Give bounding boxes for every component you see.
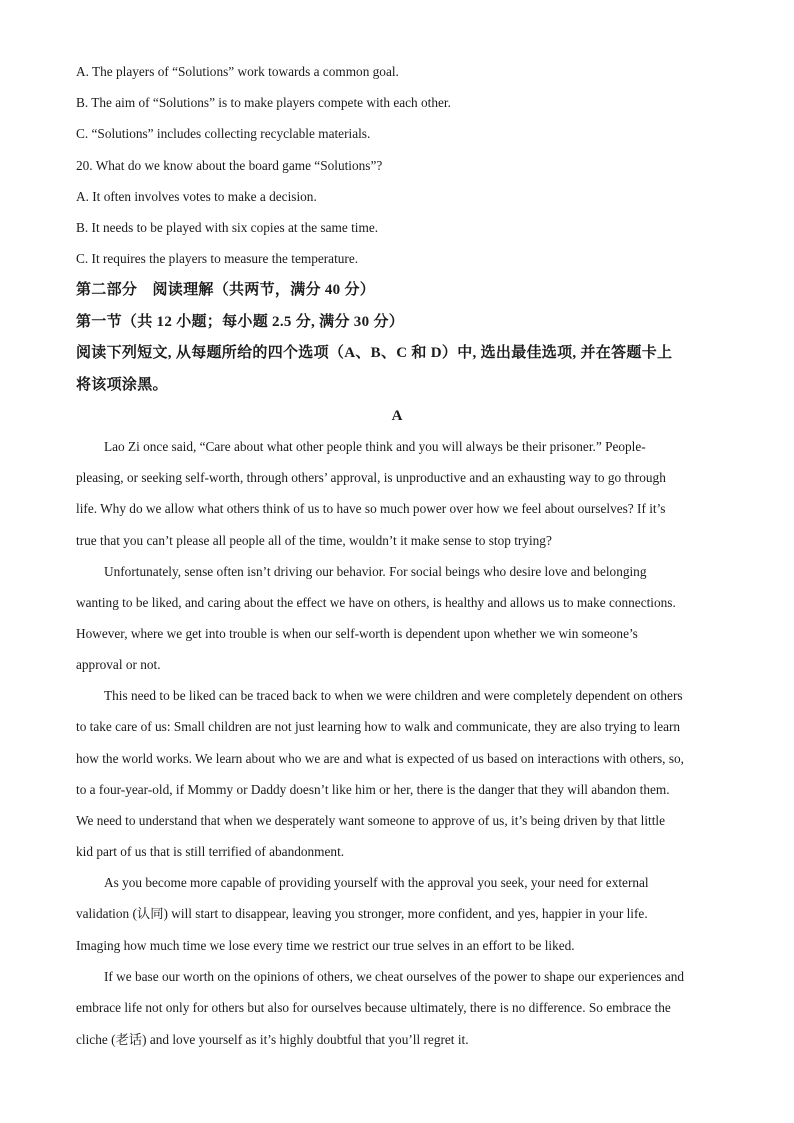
passage-line: embrace life not only for others but also for ourselves because ultimately, there is no difference. So embrace the — [76, 1000, 671, 1015]
q19-option-a: A. The players of “Solutions” work towards a common goal. — [76, 64, 399, 79]
passage-line: Unfortunately, sense often isn’t driving our behavior. For social beings who desire love and belonging — [104, 564, 647, 579]
passage-line: We need to understand that when we desperately want someone to approve of us, it’s being driven by that little — [76, 813, 666, 828]
part-title: 第二部分 阅读理解（共两节，满分 40 分） — [76, 282, 376, 298]
passage-line: Lao Zi once said, “Care about what other people think and you will always be their prisoner.” People- — [104, 439, 646, 454]
passage-line: Imaging how much time we lose every time we restrict our true selves in an effort to be liked. — [76, 938, 575, 953]
passage-line: cliche (老话) and love yourself as it’s highly doubtful that you’ll regret it. — [76, 1032, 469, 1047]
q20-question: 20. What do we know about the board game “Solutions”? — [76, 158, 383, 173]
q20-option-a: A. It often involves votes to make a decision. — [76, 189, 317, 204]
passage-line: If we base our worth on the opinions of others, we cheat ourselves of the power to shape our experiences and — [104, 969, 685, 984]
instruction-line-1: 阅读下列短文, 从每题所给的四个选项（A、B、C 和 D）中, 选出最佳选项, 并在答题卡上 — [76, 345, 673, 361]
q20-option-c: C. It requires the players to measure the temperature. — [76, 251, 359, 266]
passage-line: to a four-year-old, if Mommy or Daddy doesn’t like him or her, there is the danger that they will abandon them. — [76, 782, 670, 797]
section-title: 第一节（共 12 小题；每小题 2.5 分, 满分 30 分） — [76, 314, 405, 330]
passage-line: kid part of us that is still terrified of abandonment. — [76, 844, 345, 859]
passage-line: wanting to be liked, and caring about the effect we have on others, is healthy and allows us to make connections. — [76, 595, 676, 610]
q20-option-b: B. It needs to be played with six copies at the same time. — [76, 220, 379, 235]
passage-line: true that you can’t please all people all of the time, wouldn’t it make sense to stop trying? — [76, 533, 552, 548]
passage-line: how the world works. We learn about who we are and what is expected of us based on interactions with others, so, — [76, 751, 684, 766]
passage-line: to take care of us: Small children are not just learning how to walk and communicate, they are also trying to learn — [76, 719, 681, 734]
passage-line: approval or not. — [76, 657, 161, 672]
passage-heading: A — [391, 408, 403, 424]
passage-line: validation (认同) will start to disappear, leaving you stronger, more confident, and yes, happier in your life. — [76, 906, 648, 921]
passage-line: As you become more capable of providing yourself with the approval you seek, your need for external — [104, 875, 649, 890]
passage-line: pleasing, or seeking self-worth, through others’ approval, is unproductive and an exhausting way to go through — [76, 470, 666, 485]
passage-line: life. Why do we allow what others think of us to have so much power over how we feel about ourselves? If it’s — [76, 501, 666, 516]
instruction-line-2: 将该项涂黑。 — [76, 377, 168, 393]
q19-option-c: C. “Solutions” includes collecting recyclable materials. — [76, 126, 371, 141]
q19-option-b: B. The aim of “Solutions” is to make players compete with each other. — [76, 95, 451, 110]
passage-line: However, where we get into trouble is when our self-worth is dependent upon whether we win someone’s — [76, 626, 638, 641]
passage-line: This need to be liked can be traced back to when we were children and were completely dependent on others — [104, 688, 683, 703]
